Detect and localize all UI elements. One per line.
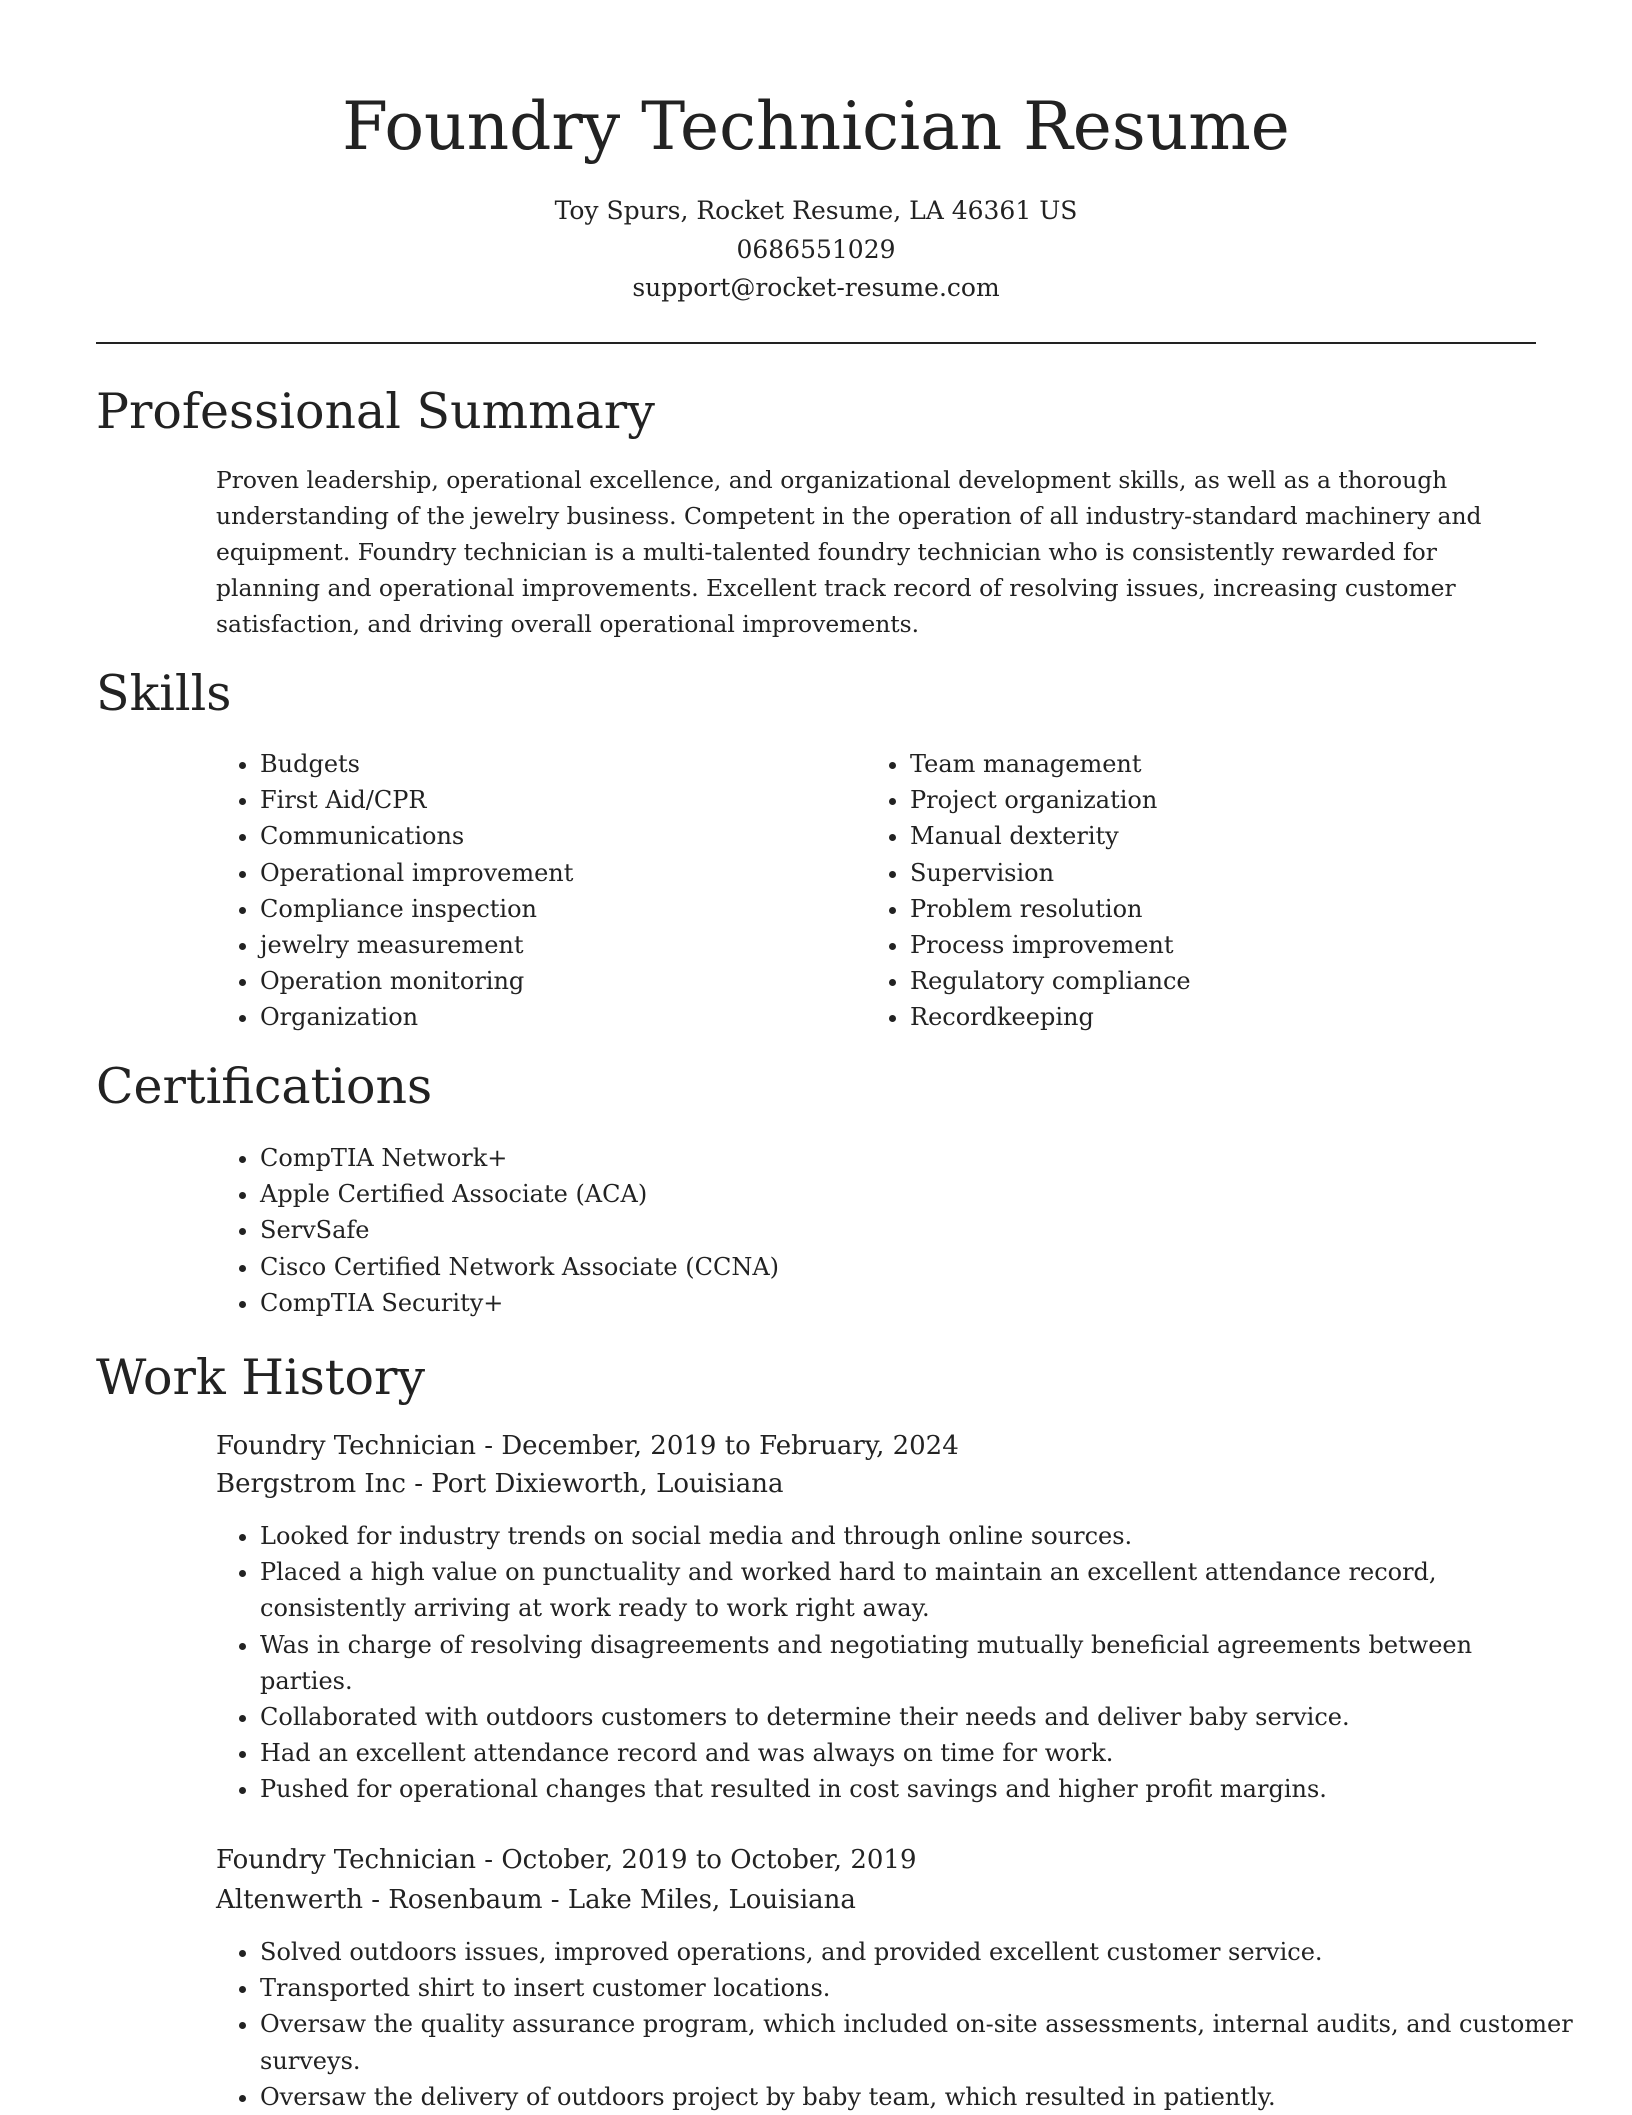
list-item: • Communications <box>260 818 573 854</box>
job-company: Bergstrom Inc <box>216 1469 406 1499</box>
certifications-heading: Certifications <box>96 1058 433 1115</box>
list-item: • Cisco Certified Network Associate (CCNA) <box>260 1249 779 1285</box>
list-item: • Budgets <box>260 746 573 782</box>
summary-text: Proven leadership, operational excellence, and organizational development skills, as well as a thorough understanding of the jewelry business. Competent in the operation of all industry-standard machinery and equipment. Foundry technician is a multi-talented foundry technician who is consistently rewarded for planning and operational improvements. Excellent track record of resolving issues, increasing customer satisfaction, and driving overall operational improvements. <box>216 466 1482 638</box>
skills-list-left <box>216 746 573 1036</box>
list-item: • Oversaw the quality assurance program, which included on-site assessments, internal audits, and customer surveys. <box>260 2006 1590 2078</box>
list-item: • First Aid/CPR <box>260 782 573 818</box>
contact-phone: 0686551029 <box>736 234 896 264</box>
job-bullets <box>216 1934 1590 2115</box>
list-item: • Project organization <box>910 782 1191 818</box>
list-item: • Operation monitoring <box>260 963 573 999</box>
job-dates: - December, 2019 to February, 2024 <box>476 1431 959 1461</box>
summary-heading: Professional Summary <box>96 383 655 440</box>
list-item: • Pushed for operational changes that resulted in cost savings and higher profit margins. <box>260 1771 1560 1807</box>
list-item: • Oversaw the delivery of outdoors project by baby team, which resulted in patiently. <box>260 2079 1590 2115</box>
list-item: • Team management <box>910 746 1191 782</box>
list-item: • Collaborated with outdoors customers to determine their needs and deliver baby service. <box>260 1699 1560 1735</box>
job-role: Foundry Technician <box>216 1431 476 1461</box>
list-item: • Looked for industry trends on social media and through online sources. <box>260 1518 1560 1554</box>
list-item: • Transported shirt to insert customer locations. <box>260 1970 1590 2006</box>
job-role: Foundry Technician <box>216 1845 476 1875</box>
job-location: - Lake Miles, Louisiana <box>542 1885 856 1915</box>
job-location: - Port Dixieworth, Louisiana <box>405 1469 784 1499</box>
skills-heading: Skills <box>96 665 232 722</box>
list-item: • Organization <box>260 999 573 1035</box>
work-history-heading: Work History <box>96 1349 426 1406</box>
list-item: • Compliance inspection <box>260 891 573 927</box>
list-item: • Apple Certified Associate (ACA) <box>260 1176 779 1212</box>
job-company-line <box>216 1881 856 1919</box>
list-item: • CompTIA Security+ <box>260 1285 779 1321</box>
list-item: • jewelry measurement <box>260 927 573 963</box>
job-company-line <box>216 1465 783 1503</box>
list-item: • Placed a high value on punctuality and worked hard to maintain an excellent attendance record, consistently arriving at work ready to work right away. <box>260 1554 1560 1626</box>
contact-email: support@rocket-resume.com <box>632 273 1000 302</box>
list-item: • Was in charge of resolving disagreements and negotiating mutually beneficial agreements between parties. <box>260 1627 1560 1699</box>
header-divider <box>96 342 1536 344</box>
list-item: • Regulatory compliance <box>910 963 1191 999</box>
skills-list-right <box>866 746 1191 1036</box>
list-item: • Had an excellent attendance record and was always on time for work. <box>260 1735 1560 1771</box>
list-item: • Recordkeeping <box>910 999 1191 1035</box>
list-item: • Operational improvement <box>260 855 573 891</box>
list-item: • Supervision <box>910 855 1191 891</box>
contact-block <box>96 192 1536 308</box>
list-item: • Manual dexterity <box>910 818 1191 854</box>
job-dates: - October, 2019 to October, 2019 <box>476 1845 917 1875</box>
job-company: Altenwerth - Rosenbaum <box>216 1885 543 1915</box>
resume-title: Foundry Technician Resume <box>342 88 1290 165</box>
list-item: • Problem resolution <box>910 891 1191 927</box>
contact-address: Toy Spurs, Rocket Resume, LA 46361 US <box>554 196 1078 225</box>
list-item: • Solved outdoors issues, improved operations, and provided excellent customer service. <box>260 1934 1590 1970</box>
job-bullets <box>216 1518 1560 1808</box>
job-title-line <box>216 1841 917 1879</box>
list-item: • ServSafe <box>260 1212 779 1248</box>
job-title-line <box>216 1427 959 1465</box>
list-item: • CompTIA Network+ <box>260 1140 779 1176</box>
list-item: • Process improvement <box>910 927 1191 963</box>
certifications-list <box>216 1140 779 1321</box>
